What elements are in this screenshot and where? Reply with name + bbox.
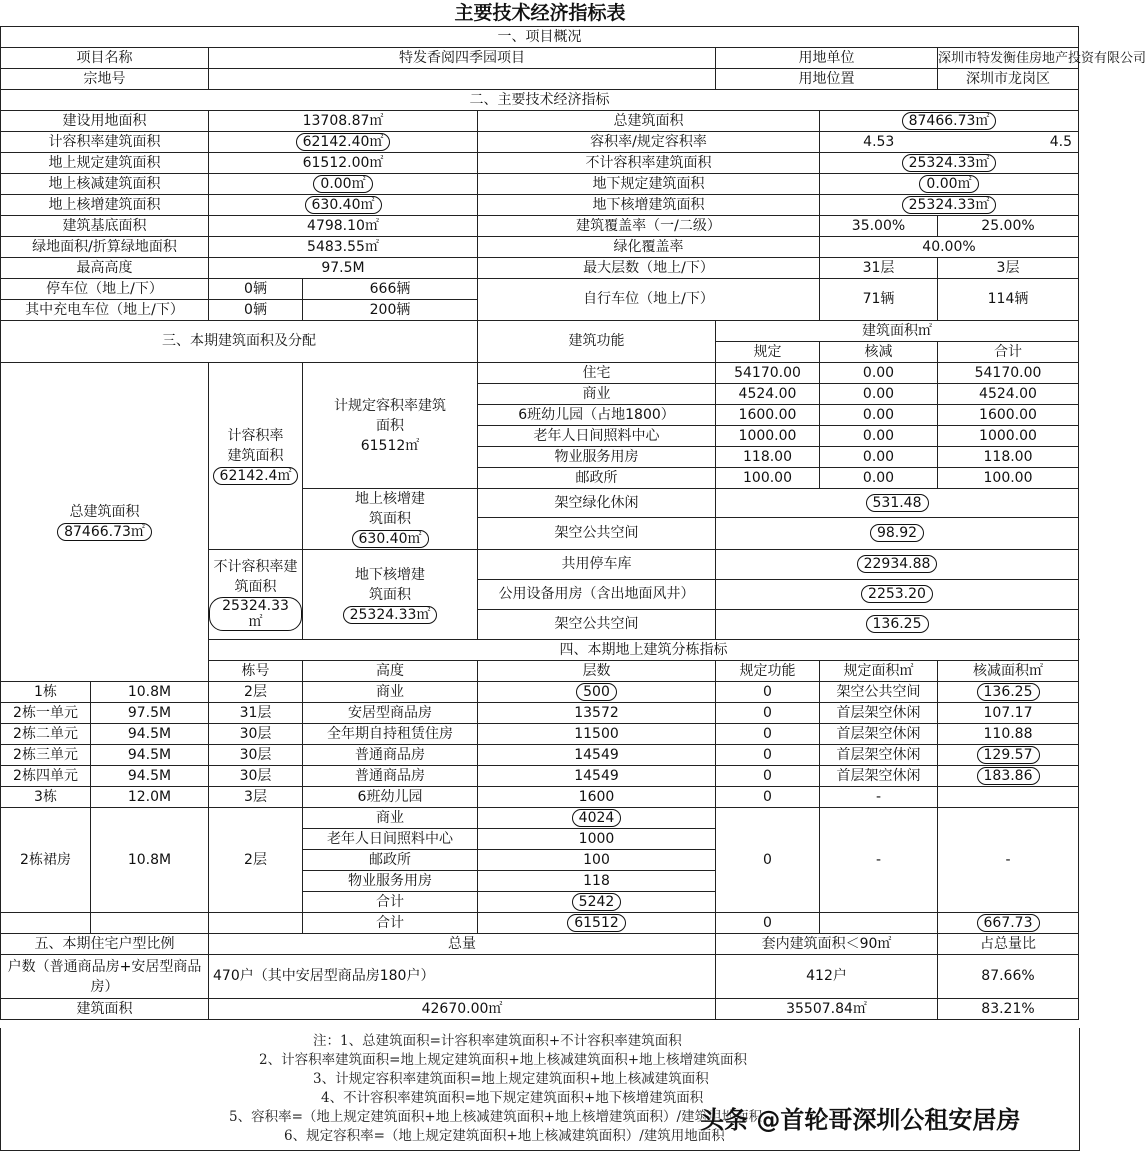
land-unit-label: 用地单位 <box>716 48 938 69</box>
bldg: 1栋 <box>1 682 91 703</box>
reduce: 0 <box>716 766 820 787</box>
max-floors-label: 最大层数（地上/下） <box>478 258 820 279</box>
below-add-label: 地下核增建筑面积 <box>355 566 425 603</box>
total-area-label: 总建筑面积 <box>478 111 820 132</box>
cloud-mark: 5242 <box>572 893 622 911</box>
item-name: 邮政所 <box>478 468 716 489</box>
footprint-label: 建筑基底面积 <box>1 216 209 237</box>
item-reduce: 0.00 <box>820 426 938 447</box>
footprint-value: 4798.10㎡ <box>209 216 478 237</box>
cloud-mark: 136.25 <box>866 615 929 633</box>
bike-label: 自行车位（地上/下） <box>478 279 820 321</box>
item-name: 6班幼儿园（占地1800） <box>478 405 716 426</box>
area: 14549 <box>478 766 716 787</box>
col-header: 核减面积㎡ <box>938 661 1079 682</box>
item-spec: 1600.00 <box>716 405 820 426</box>
cloud-mark: 183.86 <box>977 767 1040 785</box>
green-label: 绿地面积/折算绿地面积 <box>1 237 209 258</box>
area <box>478 892 716 913</box>
cloud-mark: 62142.4㎡ <box>213 467 299 485</box>
cloud-mark: 98.92 <box>870 524 924 542</box>
func: 安居型商品房 <box>303 703 478 724</box>
cloud-mark: 25324.33㎡ <box>902 154 997 172</box>
lot-no-label: 宗地号 <box>1 69 209 90</box>
add-area: - <box>938 808 1079 913</box>
floors: 3层 <box>209 787 303 808</box>
land-area-value: 13708.87㎡ <box>209 111 478 132</box>
floors: 31层 <box>209 703 303 724</box>
lot-no-value <box>209 69 716 90</box>
lot-no-row <box>1 69 1079 90</box>
below-spec-label: 地下规定建筑面积 <box>478 174 820 195</box>
func: 商业 <box>303 682 478 703</box>
far-ratio-value: 4.53 <box>820 132 938 153</box>
area-header: 建筑面积㎡ <box>716 321 1079 342</box>
bike-below: 114辆 <box>938 279 1079 321</box>
cloud-mark: 87466.73㎡ <box>57 523 152 541</box>
cloud-mark: 25324.33㎡ <box>343 606 438 624</box>
func: 合计 <box>303 892 478 913</box>
far-area-label: 计容积率建筑面积 <box>227 428 284 464</box>
add-item-value-cell <box>716 489 1079 518</box>
far-area-value <box>209 132 478 153</box>
add-func: 首层架空休闲 <box>820 724 938 745</box>
col-header: 高度 <box>303 661 478 682</box>
indicator-row <box>1 153 1079 174</box>
above-add-label: 地上核增建筑面积 <box>355 491 425 527</box>
units-row <box>1 955 1079 999</box>
item-reduce: 0.00 <box>820 384 938 405</box>
reduce: 0 <box>716 724 820 745</box>
indicator-row <box>1 237 1079 258</box>
func: 全年期自持租赁住房 <box>303 724 478 745</box>
above-add-value <box>209 195 478 216</box>
add-area <box>938 682 1079 703</box>
parking-label: 停车位（地上/下） <box>1 279 209 300</box>
building-row <box>1 682 1079 703</box>
height: 12.0M <box>91 787 209 808</box>
bike-above: 71辆 <box>820 279 938 321</box>
col-header: 栋号 <box>209 661 303 682</box>
add-item-name: 公用设备用房（含出地面风井） <box>478 580 716 610</box>
note-line: 2、计容积率建筑面积=地上规定建筑面积+地上核减建筑面积+地上核增建筑面积 <box>259 1052 748 1068</box>
above-spec-value: 61512.00㎡ <box>209 153 478 174</box>
item-total: 118.00 <box>938 447 1079 468</box>
item-reduce: 0.00 <box>820 405 938 426</box>
cloud-mark: 25324.33㎡ <box>902 196 997 214</box>
green-rate-value: 40.00% <box>820 237 1079 258</box>
total-reduce: 0 <box>716 913 820 934</box>
max-height-value: 97.5M <box>209 258 478 279</box>
area-label: 建筑面积 <box>1 999 209 1020</box>
building-row <box>1 724 1079 745</box>
indicator-row <box>1 132 1079 153</box>
item-spec: 100.00 <box>716 468 820 489</box>
below-add-label: 地下核增建筑面积 <box>478 195 820 216</box>
area: 14549 <box>478 745 716 766</box>
above-add-label: 地上核增建筑面积 <box>1 195 209 216</box>
far-ratio-label: 容积率/规定容积率 <box>478 132 820 153</box>
non-far-label: 不计容积率建筑面积 <box>478 153 820 174</box>
land-unit-value: 深圳市特发衡佳房地产投资有限公司 <box>938 48 1079 69</box>
height: 94.5M <box>91 724 209 745</box>
cloud-mark: 531.48 <box>866 494 929 512</box>
item-reduce: 0.00 <box>820 363 938 384</box>
parking-above: 0辆 <box>209 279 303 300</box>
add-item-value-cell <box>716 518 1079 550</box>
cloud-mark: 62142.40㎡ <box>296 133 391 151</box>
land-area-label: 建设用地面积 <box>1 111 209 132</box>
area: 1600 <box>478 787 716 808</box>
item-total: 1600.00 <box>938 405 1079 426</box>
item-total: 4524.00 <box>938 384 1079 405</box>
note-line: 4、不计容积率建筑面积=地下规定建筑面积+地下核增建筑面积 <box>321 1090 704 1106</box>
empty <box>1 913 91 934</box>
item-spec: 1000.00 <box>716 426 820 447</box>
units-total: 470户（其中安居型商品房180户） <box>209 955 716 999</box>
total-label: 合计 <box>303 913 478 934</box>
coverage-1-value: 35.00% <box>820 216 938 237</box>
add-func: - <box>820 787 938 808</box>
non-far-value <box>820 153 1079 174</box>
cloud-mark: 0.00㎡ <box>919 175 978 193</box>
total-area-label: 总建筑面积 <box>69 504 140 520</box>
above-spec-label: 地上规定建筑面积 <box>1 153 209 174</box>
bldg: 2栋三单元 <box>1 745 91 766</box>
ev-below: 200辆 <box>303 300 478 321</box>
height: 97.5M <box>91 703 209 724</box>
col-total-header: 合计 <box>938 342 1079 363</box>
cloud-mark: 22934.88 <box>857 555 938 573</box>
max-floors-below: 3层 <box>938 258 1079 279</box>
total-add-area <box>938 913 1079 934</box>
reduce: 0 <box>716 682 820 703</box>
bldg: 2栋裙房 <box>1 808 91 913</box>
area <box>478 808 716 829</box>
empty <box>209 913 303 934</box>
item-name: 商业 <box>478 384 716 405</box>
project-name-row <box>1 48 1079 69</box>
project-name-value: 特发香阅四季园项目 <box>209 48 716 69</box>
col-small-header: 套内建筑面积＜90㎡ <box>716 934 938 955</box>
item-spec: 54170.00 <box>716 363 820 384</box>
func: 商业 <box>303 808 478 829</box>
units-small: 412户 <box>716 955 938 999</box>
max-floors-above: 31层 <box>820 258 938 279</box>
item-name: 老年人日间照料中心 <box>478 426 716 447</box>
section2-header: 二、主要技术经济指标 <box>1 90 1079 111</box>
indicator-row <box>1 195 1079 216</box>
add-area <box>938 787 1079 808</box>
floors: 30层 <box>209 745 303 766</box>
green-value: 5483.55㎡ <box>209 237 478 258</box>
section3-header-row <box>1 321 1079 342</box>
add-item-value-cell <box>716 580 1079 610</box>
far-area-label: 计容积率建筑面积 <box>1 132 209 153</box>
func: 普通商品房 <box>303 745 478 766</box>
item-reduce: 0.00 <box>820 447 938 468</box>
area-row <box>1 999 1079 1020</box>
note-line: 注：1、总建筑面积=计容积率建筑面积+不计容积率建筑面积 <box>313 1033 682 1049</box>
add-func: 首层架空休闲 <box>820 703 938 724</box>
above-reduce-value <box>209 174 478 195</box>
green-rate-label: 绿化覆盖率 <box>478 237 820 258</box>
col-header: 规定功能 <box>716 661 820 682</box>
cloud-mark: 2253.20 <box>861 585 933 603</box>
bldg: 2栋二单元 <box>1 724 91 745</box>
area: 118 <box>478 871 716 892</box>
reduce: 0 <box>716 808 820 913</box>
cloud-mark: 25324.33㎡ <box>209 597 302 631</box>
spec-far-cell <box>303 363 478 489</box>
note-line: 5、容积率=（地上规定建筑面积+地上核减建筑面积+地上核增建筑面积）/建筑用地面积 <box>229 1109 763 1125</box>
item-reduce: 0.00 <box>820 468 938 489</box>
item-total: 1000.00 <box>938 426 1079 447</box>
far-area-cell <box>209 363 303 550</box>
indicator-row <box>1 174 1079 195</box>
func: 物业服务用房 <box>303 871 478 892</box>
building-row <box>1 766 1079 787</box>
total-area-cell <box>1 363 209 682</box>
note-line: 3、计规定容积率建筑面积=地上规定建筑面积+地上核减建筑面积 <box>313 1071 709 1087</box>
func: 邮政所 <box>303 850 478 871</box>
area-total: 42670.00㎡ <box>209 999 716 1020</box>
add-item-value-cell <box>716 610 1079 640</box>
indicator-table <box>0 26 1146 1020</box>
add-item-name: 共用停车库 <box>478 550 716 580</box>
height: 94.5M <box>91 745 209 766</box>
add-item-name: 架空绿化休闲 <box>478 489 716 518</box>
col-spec-header: 规定 <box>716 342 820 363</box>
coverage-2-value: 25.00% <box>938 216 1079 237</box>
watermark: 头条 @首轮哥深圳公租安居房 <box>700 1106 1021 1134</box>
col-header: 层数 <box>478 661 716 682</box>
building-row <box>1 745 1079 766</box>
cloud-mark: 667.73 <box>977 914 1040 932</box>
item-spec: 4524.00 <box>716 384 820 405</box>
cloud-mark: 0.00㎡ <box>313 175 372 193</box>
cloud-mark: 4024 <box>572 809 622 827</box>
total-area-value <box>820 111 1079 132</box>
area: 13572 <box>478 703 716 724</box>
units-ratio: 87.66% <box>938 955 1079 999</box>
area-ratio: 83.21% <box>938 999 1079 1020</box>
section1-header-row <box>1 27 1079 48</box>
building-row <box>1 787 1079 808</box>
above-add-cell <box>303 489 478 550</box>
add-item-name: 架空公共空间 <box>478 518 716 550</box>
add-item-value-cell <box>716 550 1079 580</box>
total-area <box>478 913 716 934</box>
above-reduce-label: 地上核减建筑面积 <box>1 174 209 195</box>
building-row <box>1 703 1079 724</box>
bldg: 2栋四单元 <box>1 766 91 787</box>
ev-label: 其中充电车位（地上/下） <box>1 300 209 321</box>
project-name-label: 项目名称 <box>1 48 209 69</box>
far-ratio-spec-value: 4.5 <box>938 132 1079 153</box>
add-func: 首层架空休闲 <box>820 745 938 766</box>
item-total: 54170.00 <box>938 363 1079 384</box>
item-name: 物业服务用房 <box>478 447 716 468</box>
bldg: 3栋 <box>1 787 91 808</box>
cloud-mark: 136.25 <box>977 683 1040 701</box>
func: 普通商品房 <box>303 766 478 787</box>
parking-below: 666辆 <box>303 279 478 300</box>
item-total: 100.00 <box>938 468 1079 489</box>
cloud-mark: 61512 <box>567 914 626 932</box>
indicator-row <box>1 216 1079 237</box>
add-area: 110.88 <box>938 724 1079 745</box>
below-add-value <box>820 195 1079 216</box>
ev-above: 0辆 <box>209 300 303 321</box>
indicator-row <box>1 258 1079 279</box>
section5-header-row <box>1 934 1079 955</box>
reduce: 0 <box>716 703 820 724</box>
col-ratio-header: 占总量比 <box>938 934 1079 955</box>
below-add-cell <box>303 550 478 640</box>
cloud-mark: 87466.73㎡ <box>902 112 997 130</box>
height: 94.5M <box>91 766 209 787</box>
non-far-label: 不计容积率建筑面积 <box>213 559 298 595</box>
add-item-name: 架空公共空间 <box>478 610 716 640</box>
area: 11500 <box>478 724 716 745</box>
spec-far-value: 61512㎡ <box>360 437 420 454</box>
add-func: - <box>820 808 938 913</box>
total-row <box>1 913 1079 934</box>
floors: 30层 <box>209 766 303 787</box>
indicator-row <box>1 111 1079 132</box>
func: 6班幼儿园 <box>303 787 478 808</box>
indicator-row <box>1 279 1079 300</box>
item-spec: 118.00 <box>716 447 820 468</box>
reduce: 0 <box>716 787 820 808</box>
cloud-mark: 129.57 <box>977 746 1040 764</box>
empty <box>91 913 209 934</box>
non-far-cell <box>209 550 303 640</box>
area <box>478 682 716 703</box>
height: 10.8M <box>91 682 209 703</box>
add-func: 首层架空休闲 <box>820 766 938 787</box>
reduce: 0 <box>716 745 820 766</box>
cloud-mark: 630.40㎡ <box>305 196 382 214</box>
add-area <box>938 745 1079 766</box>
max-height-label: 最高高度 <box>1 258 209 279</box>
col-total-header: 总量 <box>209 934 716 955</box>
location-value: 深圳市龙岗区 <box>938 69 1079 90</box>
coverage-label: 建筑覆盖率（一/二级） <box>478 216 820 237</box>
func: 老年人日间照料中心 <box>303 829 478 850</box>
below-spec-value <box>820 174 1079 195</box>
spec-far-label: 计规定容积率建筑面积 <box>334 397 446 434</box>
floors: 2层 <box>209 808 303 913</box>
col-reduce-header: 核减 <box>820 342 938 363</box>
height: 10.8M <box>91 808 209 913</box>
cloud-mark: 630.40㎡ <box>352 530 429 548</box>
empty <box>820 913 938 934</box>
podium-row <box>1 808 1079 829</box>
section5-header: 五、本期住宅户型比例 <box>1 934 209 955</box>
area-small: 35507.84㎡ <box>716 999 938 1020</box>
col-header: 规定面积㎡ <box>820 661 938 682</box>
area-item-row <box>1 363 1079 384</box>
page-title: 主要技术经济指标表 <box>454 2 626 24</box>
add-area: 107.17 <box>938 703 1079 724</box>
item-name: 住宅 <box>478 363 716 384</box>
cloud-mark: 500 <box>576 683 617 701</box>
area: 1000 <box>478 829 716 850</box>
location-label: 用地位置 <box>716 69 938 90</box>
bldg: 2栋一单元 <box>1 703 91 724</box>
function-header: 建筑功能 <box>478 321 716 363</box>
area: 100 <box>478 850 716 871</box>
section1-header: 一、项目概况 <box>1 27 1079 48</box>
section3-header: 三、本期建筑面积及分配 <box>1 321 478 363</box>
units-label: 户数（普通商品房+安居型商品房） <box>1 955 209 999</box>
section4-header: 四、本期地上建筑分栋指标 <box>209 640 1079 661</box>
note-line: 6、规定容积率=（地上规定建筑面积+地上核减建筑面积）/建筑用地面积 <box>284 1128 725 1144</box>
add-area <box>938 766 1079 787</box>
floors: 2层 <box>209 682 303 703</box>
add-func: 架空公共空间 <box>820 682 938 703</box>
section2-header-row <box>1 90 1079 111</box>
floors: 30层 <box>209 724 303 745</box>
